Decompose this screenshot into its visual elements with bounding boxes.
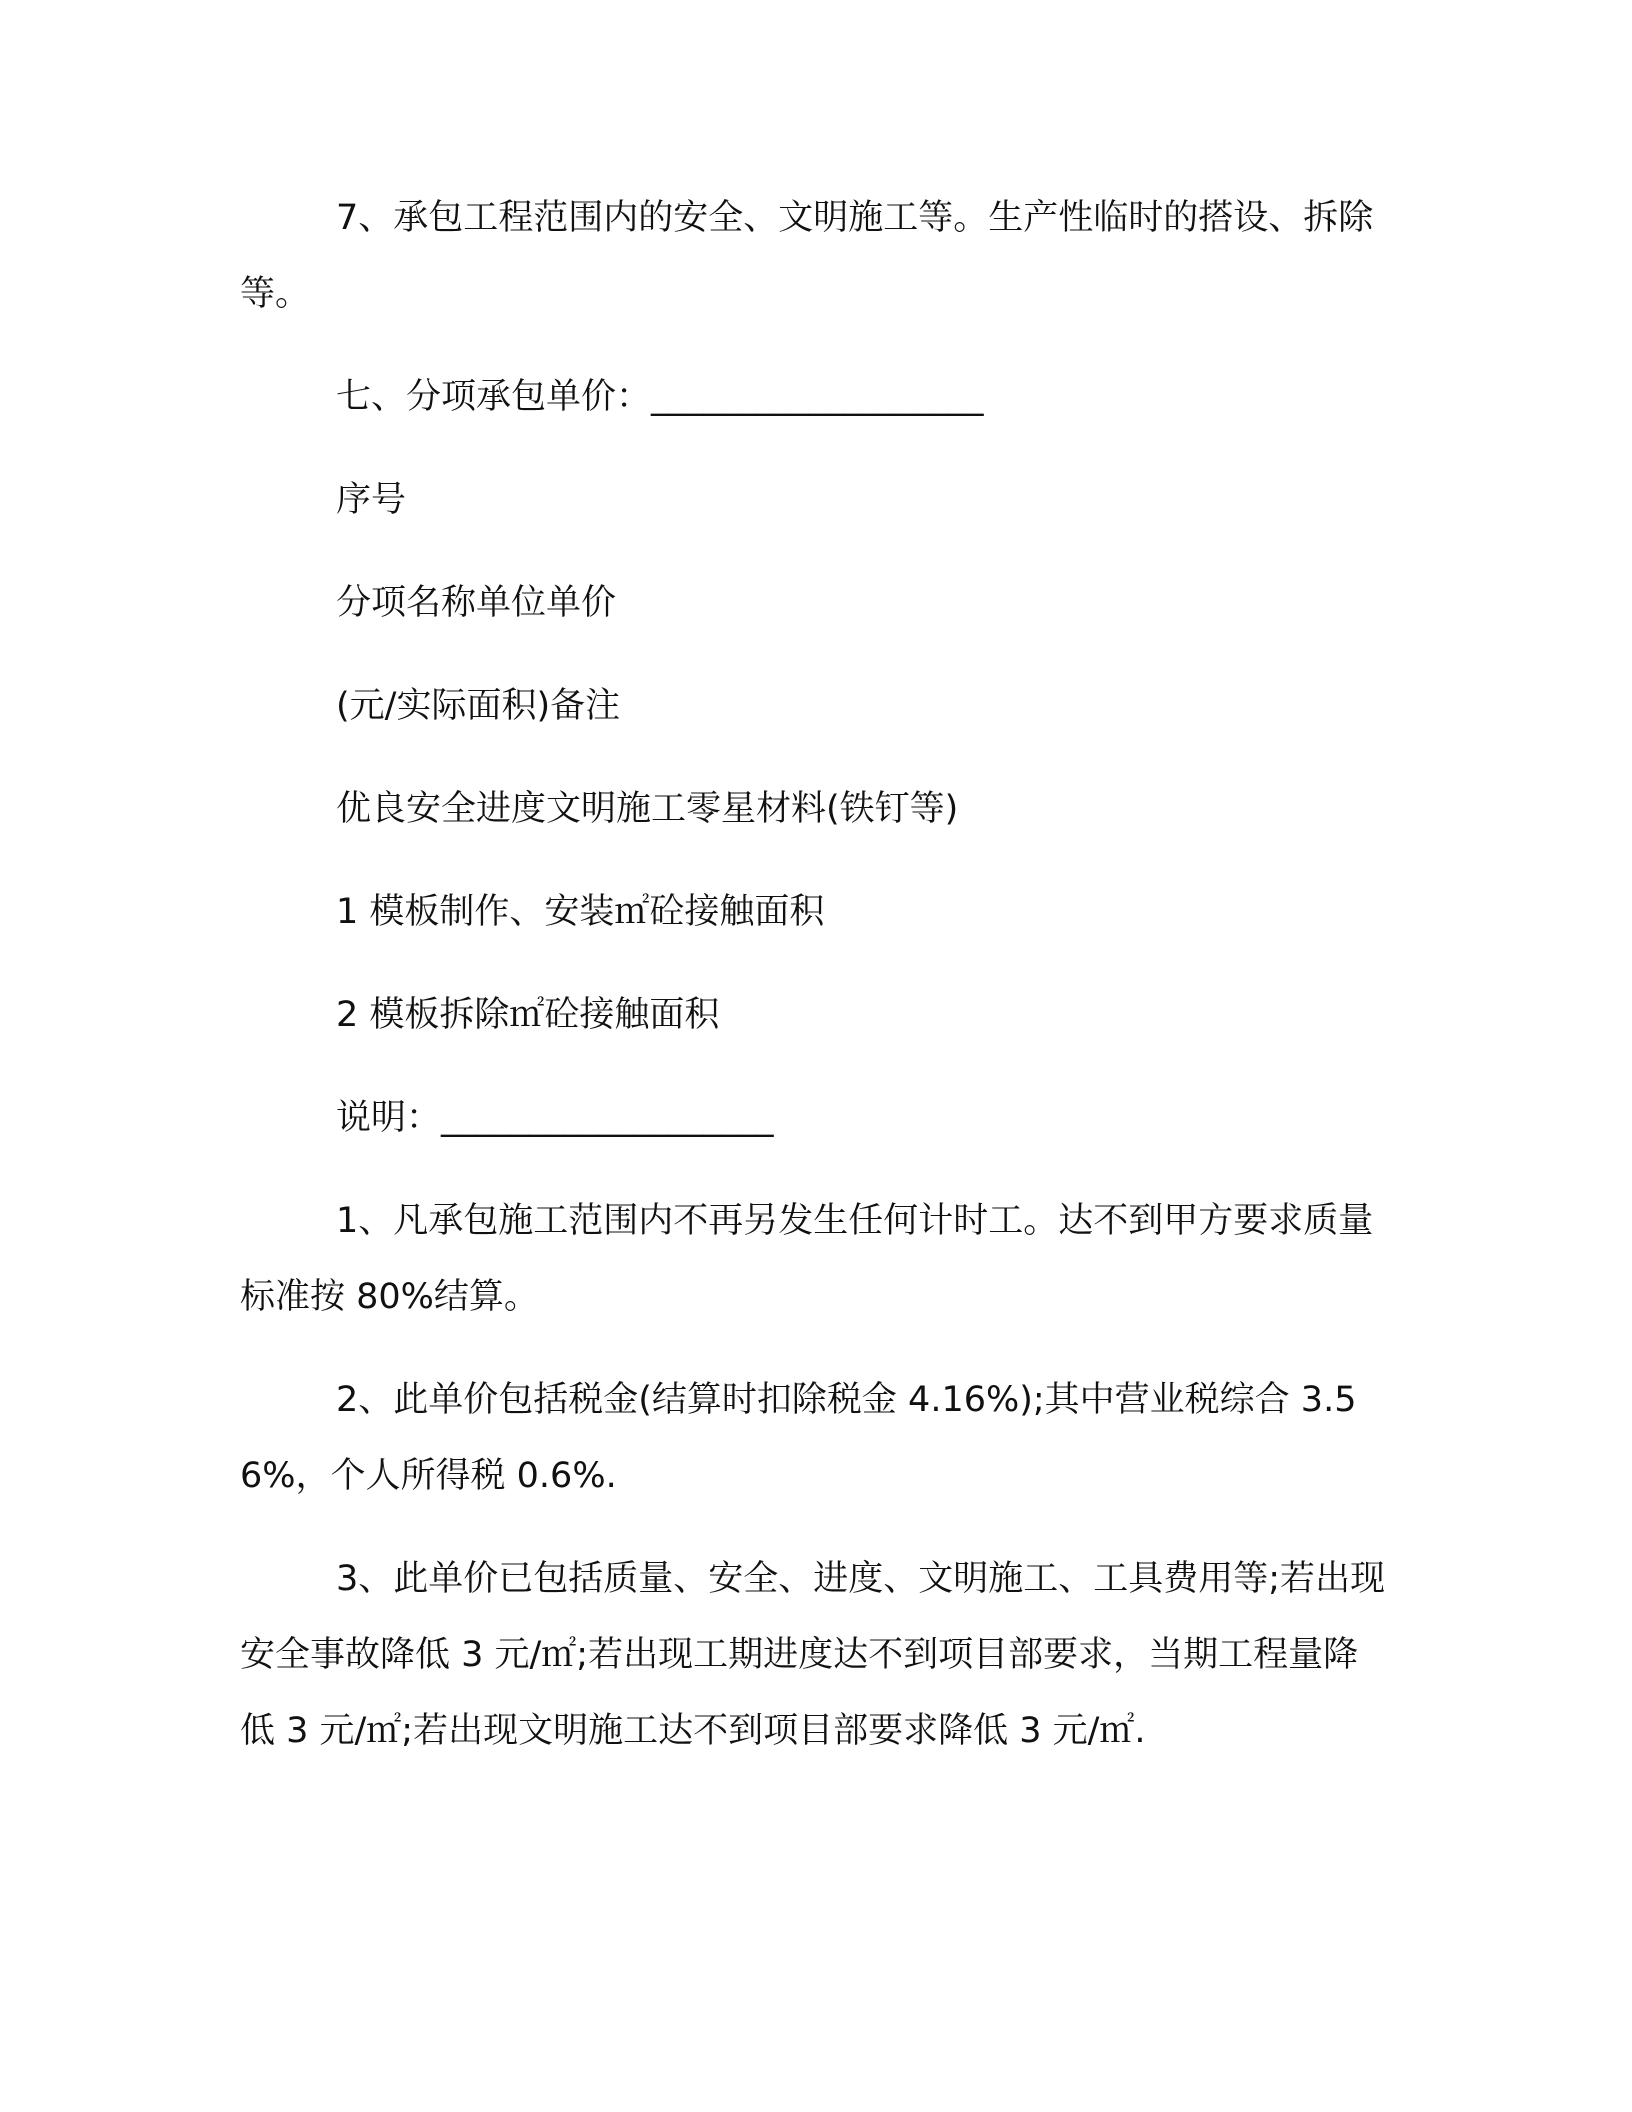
- section-heading-unit-price: 七、分项承包单价：___________________: [336, 377, 984, 417]
- table-header-serial: 序号: [336, 480, 407, 520]
- table-row-formwork-install: 1 模板制作、安装㎡砼接触面积: [336, 892, 825, 932]
- paragraph-item-7-scope: 7、承包工程范围内的安全、文明施工等。生产性临时的搭设、拆除等。: [240, 198, 1374, 314]
- document-body: [240, 180, 1390, 1769]
- table-header-columns: 分项名称单位单价: [336, 583, 617, 623]
- table-header-categories: 优良安全进度文明施工零星材料(铁钉等): [336, 789, 959, 829]
- table-row-formwork-removal: 2 模板拆除㎡砼接触面积: [336, 995, 720, 1035]
- note-2: 2、此单价包括税金(结算时扣除税金 4.16%);其中营业税综合 3.56%，个人所得税 0.6%.: [240, 1380, 1357, 1496]
- notes-heading: 说明：___________________: [336, 1098, 774, 1138]
- note-1: 1、凡承包施工范围内不再另发生任何计时工。达不到甲方要求质量标准按 80%结算。: [240, 1201, 1374, 1317]
- table-header-unit-note: (元/实际面积)备注: [336, 686, 621, 726]
- note-3: 3、此单价已包括质量、安全、进度、文明施工、工具费用等;若出现安全事故降低 3 元/㎡;若出现工期进度达不到项目部要求，当期工程量降低 3 元/㎡;若出现文明施工达不到项目部要求降低 3 元/㎡.: [240, 1559, 1386, 1751]
